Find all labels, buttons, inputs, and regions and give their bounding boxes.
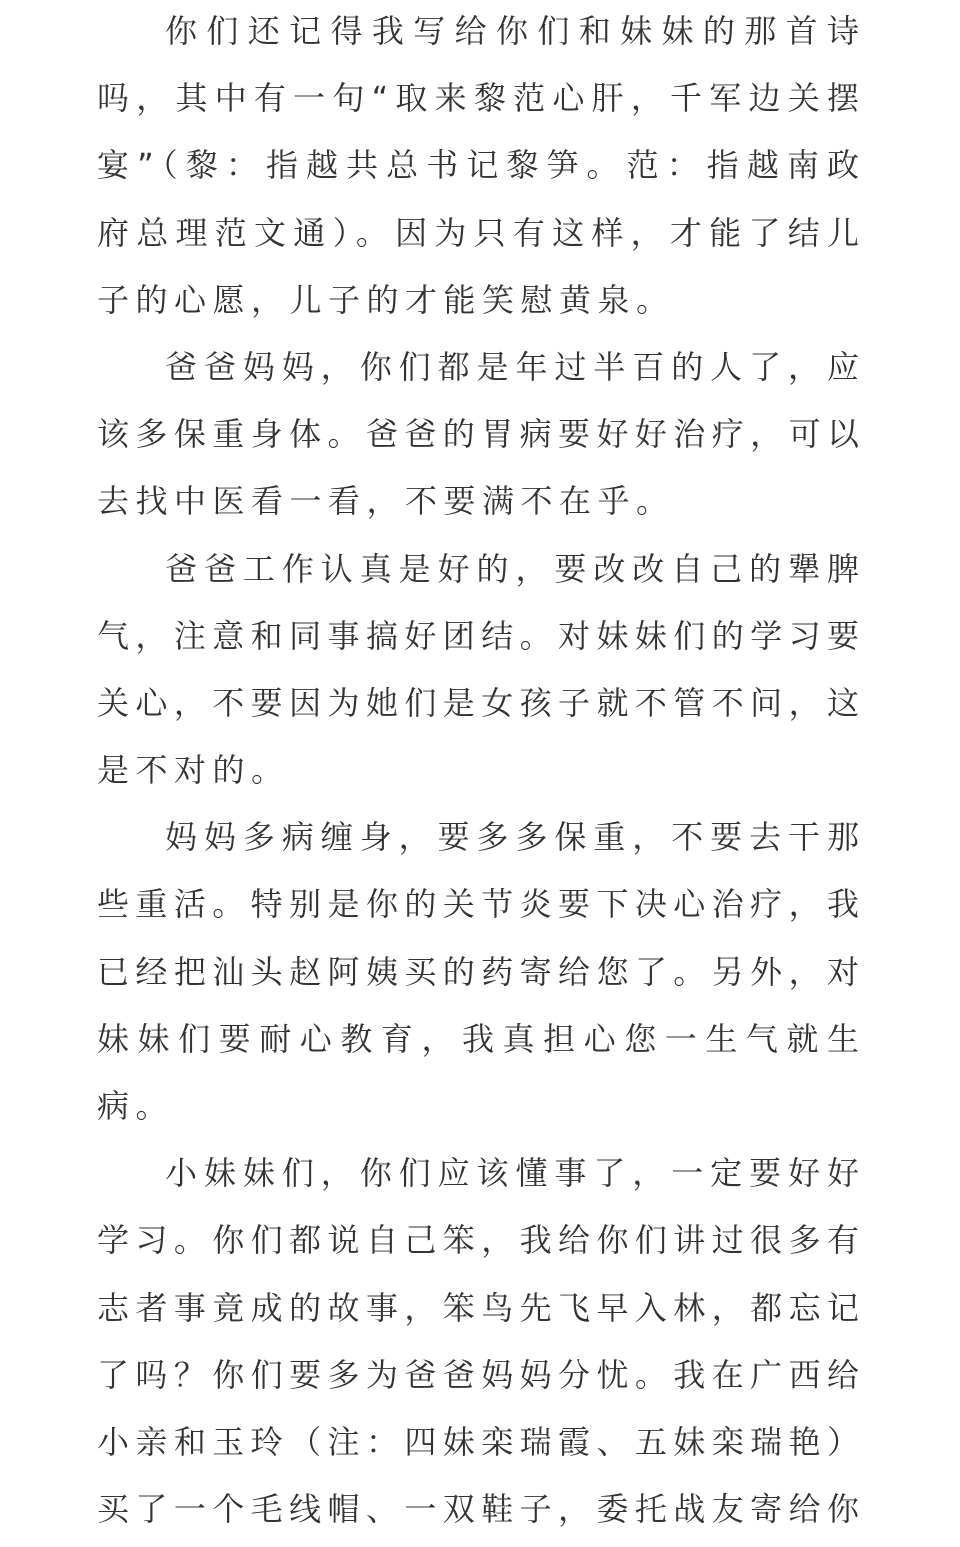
text-line: 府总理范文通）。因为只有这样，才能了结儿 — [97, 213, 859, 252]
paragraph-father — [97, 536, 859, 805]
paragraph-sisters — [97, 1140, 859, 1543]
text-line: 关心，不要因为她们是女孩子就不管不问，这 — [97, 683, 859, 722]
text-line: 学习。你们都说自己笨，我给你们讲过很多有 — [97, 1221, 859, 1260]
text-line: 志者事竟成的故事，笨鸟先飞早入林，都忘记 — [97, 1288, 859, 1327]
text-line: 该多保重身体。爸爸的胃病要好好治疗，可以 — [97, 415, 859, 454]
text-line: 小妹妹们，你们应该懂事了，一定要好好 — [165, 1154, 859, 1193]
text-line: 气，注意和同事搞好团结。对妹妹们的学习要 — [97, 616, 859, 655]
text-line: 了吗？你们要多为爸爸妈妈分忧。我在广西给 — [97, 1355, 859, 1394]
letter-body — [97, 0, 859, 1543]
text-line: 吗，其中有一句“取来黎范心肝，千军边关摆 — [97, 79, 859, 118]
text-line: 小亲和玉玲（注：四妹栾瑞霞、五妹栾瑞艳） — [97, 1422, 859, 1461]
text-line: 已经把汕头赵阿姨买的药寄给您了。另外，对 — [97, 952, 859, 991]
text-line: 妈妈多病缠身，要多多保重，不要去干那 — [165, 818, 859, 857]
paragraph-parents-health — [97, 334, 859, 536]
paragraph-mother — [97, 804, 859, 1140]
text-line: 宴”（黎：指越共总书记黎笋。范：指越南政 — [97, 146, 859, 185]
text-line: 爸爸妈妈，你们都是年过半百的人了，应 — [165, 347, 859, 386]
text-line: 爸爸工作认真是好的，要改改自己的犟脾 — [165, 549, 859, 588]
paragraph-poem — [97, 0, 859, 334]
text-line: 你们还记得我写给你们和妹妹的那首诗 — [165, 12, 859, 50]
text-line: 病。 — [97, 1087, 175, 1125]
text-line: 子的心愿，儿子的才能笑慰黄泉。 — [97, 280, 675, 319]
text-line: 买了一个毛线帽、一双鞋子，委托战友寄给你 — [97, 1490, 859, 1529]
text-line: 些重活。特别是你的关节炎要下决心治疗，我 — [97, 885, 859, 924]
text-line: 是不对的。 — [97, 751, 290, 790]
text-line: 妹妹们要耐心教育，我真担心您一生气就生 — [97, 1019, 859, 1058]
text-line: 去找中医看一看，不要满不在乎。 — [97, 482, 675, 521]
